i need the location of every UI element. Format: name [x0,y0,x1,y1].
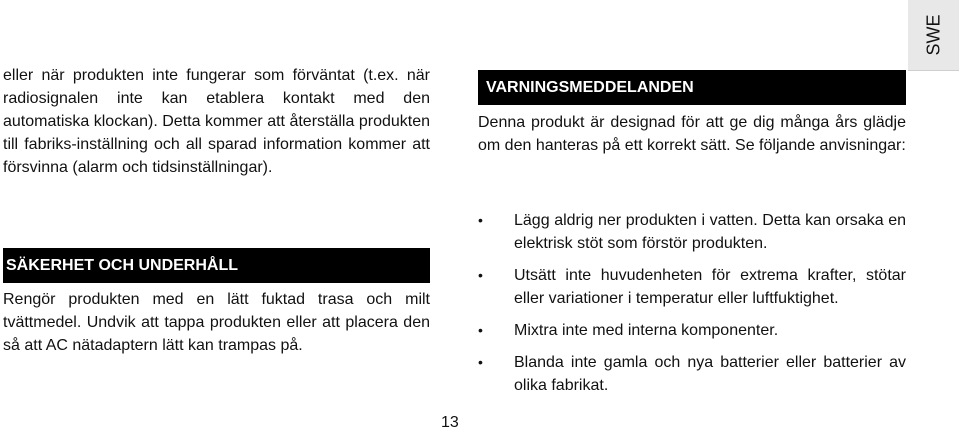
bullet-icon: • [478,212,483,228]
list-item: • Mixtra inte med interna komponenter. [478,319,906,342]
warnings-list [478,209,906,397]
bullet-icon: • [478,354,483,370]
safety-maintenance-paragraph: Rengör produkten med en lätt fuktad trasa och milt tvättmedel. Undvik att tappa produkten eller att placera den så att AC nätadaptern lätt kan trampas på. [3,291,430,354]
bullet-icon: • [478,267,483,283]
language-tab [908,0,959,71]
list-item: • Lägg aldrig ner produkten i vatten. Detta kan orsaka en elektrisk stöt som förstör produkten. [478,209,906,255]
list-item: • Utsätt inte huvudenheten för extrema krafter, stötar eller variationer i temperatur eller luftfuktighet. [478,264,906,310]
list-item: • Blanda inte gamla och nya batterier eller batterier av olika fabrikat. [478,351,906,397]
warnings-heading: VARNINGSMEDDELANDEN [478,70,906,105]
safety-maintenance-heading: SÄKERHET OCH UNDERHÅLL [3,248,430,283]
language-tab-label: SWE [923,14,943,56]
page-number: 13 [441,414,459,431]
warnings-paragraph: Denna produkt är designad för att ge dig många års glädje om den hanteras på ett korrekt sätt. Se följande anvisningar: [478,114,906,154]
bullet-icon: • [478,322,483,338]
intro-paragraph: eller när produkten inte fungerar som förväntat (t.ex. när radiosignalen inte kan etablera kontakt med den automatiska klockan). Detta kommer att återställa produkten till fabriks-inställning och all sparad information kommer att försvinna (alarm och tidsinställningar). [3,67,430,176]
